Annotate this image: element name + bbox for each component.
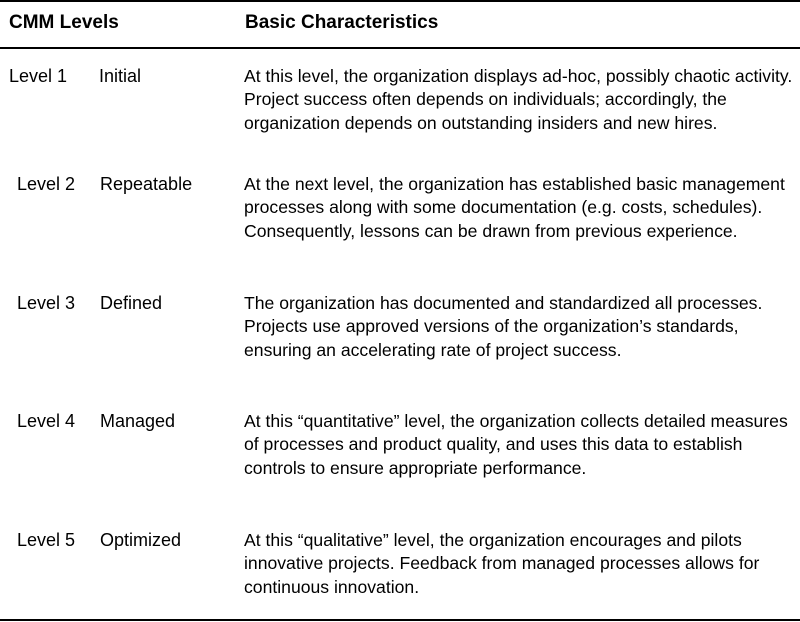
header-cmm-levels: CMM Levels: [9, 12, 119, 33]
level-description: At this “qualitative” level, the organization encourages and pilots innovative projects. Feedback from managed processes allows for continuous innovation.: [244, 530, 760, 597]
level-name: Repeatable: [100, 174, 193, 194]
level-description: At this “quantitative” level, the organization collects detailed measures of processes and product quality, and uses this data to establish controls to ensure appropriate performance.: [244, 411, 788, 478]
level-number: Level 4: [17, 411, 76, 431]
level-number: Level 2: [17, 174, 76, 194]
level-description: At this level, the organization displays ad-hoc, possibly chaotic activity. Project success often depends on individuals; accordingly, the organization depends on outstanding insiders and new hires.: [244, 66, 793, 133]
level-name: Optimized: [100, 530, 182, 550]
level-number: Level 3: [17, 293, 76, 313]
table-bottom-rule: [0, 619, 800, 621]
table-top-rule: [0, 0, 800, 2]
level-number: Level 5: [17, 530, 76, 550]
header-basic-characteristics: Basic Characteristics: [245, 12, 439, 33]
table-header-rule: [0, 47, 800, 49]
level-name: Defined: [100, 293, 163, 313]
level-name: Managed: [100, 411, 176, 431]
level-number: Level 1: [9, 66, 68, 86]
level-name: Initial: [99, 66, 142, 86]
level-description: The organization has documented and standardized all processes. Projects use approved versions of the organization’s standards, ensuring an accelerating rate of project success.: [244, 293, 763, 360]
level-description: At the next level, the organization has established basic management processes along with some documentation (e.g. costs, schedules). Consequently, lessons can be drawn from previous experience.: [244, 174, 785, 241]
